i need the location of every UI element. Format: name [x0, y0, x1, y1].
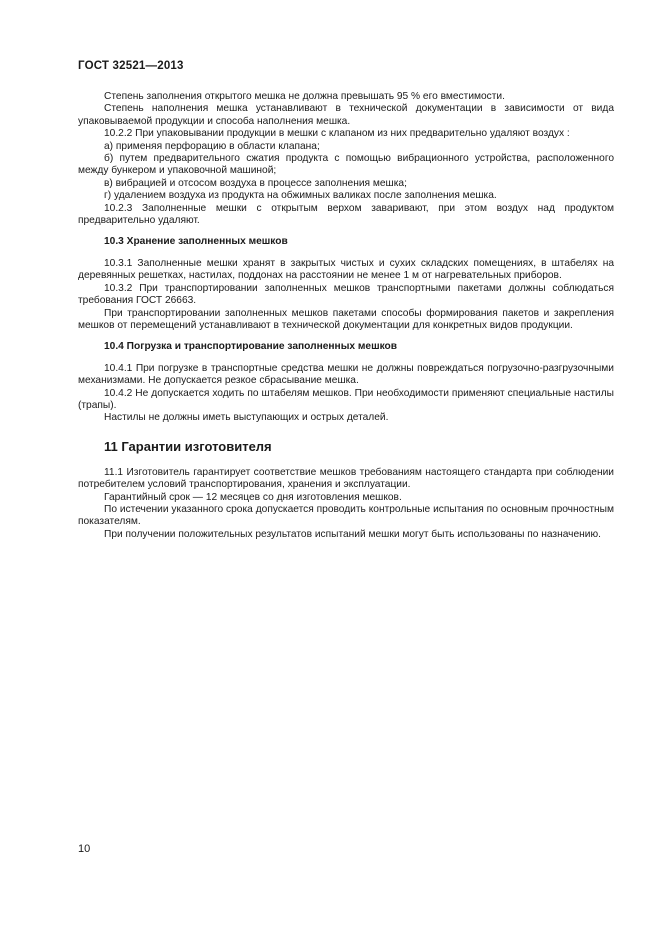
- page-number: 10: [78, 843, 91, 855]
- list-item-g: г) удалением воздуха из продукта на обжимных валиках после заполнения мешка.: [104, 190, 497, 202]
- paragraph-positive-results: При получении положительных результатов испытаний мешки могут быть использованы по назначению.: [104, 528, 601, 540]
- paragraph-10-2-3: 10.2.3 Заполненные мешки с открытым верхом заваривают, при этом воздух над продуктом предварительно удаляют.: [78, 202, 614, 227]
- list-item-a: а) применяя перфорацию в области клапана;: [104, 140, 320, 152]
- list-item-b: б) путем предварительного сжатия продукта с помощью вибрационного устройства, расположенного между бункером и упаковочной машиной;: [78, 153, 614, 177]
- paragraph-10-2-2: 10.2.2 При упаковывании продукции в мешки с клапаном из них предварительно удаляют воздух :: [104, 128, 570, 140]
- section-heading-11: 11 Гарантии изготовителя: [104, 438, 272, 454]
- paragraph-10-3-2: 10.3.2 При транспортировании заполненных мешков транспортными пакетами должны соблюдаться требования ГОСТ 26663.: [78, 282, 614, 307]
- section-heading-10-3: 10.3 Хранение заполненных мешков: [104, 236, 288, 248]
- paragraph-control-tests: По истечении указанного срока допускается проводить контрольные испытания по основным прочностным показателям.: [78, 503, 614, 528]
- list-item-v: в) вибрацией и отсосом воздуха в процессе заполнения мешка;: [104, 177, 407, 189]
- paragraph-10-4-1: 10.4.1 При погрузке в транспортные средства мешки не должны повреждаться погрузочно-разгрузочными механизмами. Не допускается резкое сбрасывание мешка.: [78, 362, 614, 387]
- paragraph-warranty-period: Гарантийный срок — 12 месяцев со дня изготовления мешков.: [104, 491, 402, 503]
- paragraph-decking-requirements: Настилы не должны иметь выступающих и острых деталей.: [104, 412, 389, 424]
- paragraph-10-3-1: 10.3.1 Заполненные мешки хранят в закрытых чистых и сухих складских помещениях, в штабелях на деревянных решетках, настилах, поддонах на расстоянии не менее 1 м от нагревательных приборов.: [78, 257, 614, 282]
- section-heading-10-4: 10.4 Погрузка и транспортирование заполненных мешков: [104, 341, 398, 353]
- paragraph-packaging-formation: При транспортировании заполненных мешков пакетами способы формирования пакетов и закрепления мешков от перемещений устанавливают в технической документации для конкретных видов продукции.: [78, 307, 614, 331]
- paragraph-10-4-2: 10.4.2 Не допускается ходить по штабелям мешков. При необходимости применяют специальные настилы (трапы).: [78, 387, 614, 411]
- paragraph-fill-degree: Степень заполнения открытого мешка не должна превышать 95 % его вместимости.: [104, 91, 505, 102]
- paragraph-11-1: 11.1 Изготовитель гарантирует соответствие мешков требованиям настоящего стандарта при соблюдении потребителем условий транспортирования, хранения и эксплуатации.: [78, 466, 614, 491]
- paragraph-fill-documentation: Степень наполнения мешка устанавливают в технической документации в зависимости от вида упаковываемой продукции и способа наполнения мешка.: [78, 103, 614, 127]
- document-header-standard-code: ГОСТ 32521—2013: [78, 60, 184, 72]
- document-body: [78, 91, 614, 541]
